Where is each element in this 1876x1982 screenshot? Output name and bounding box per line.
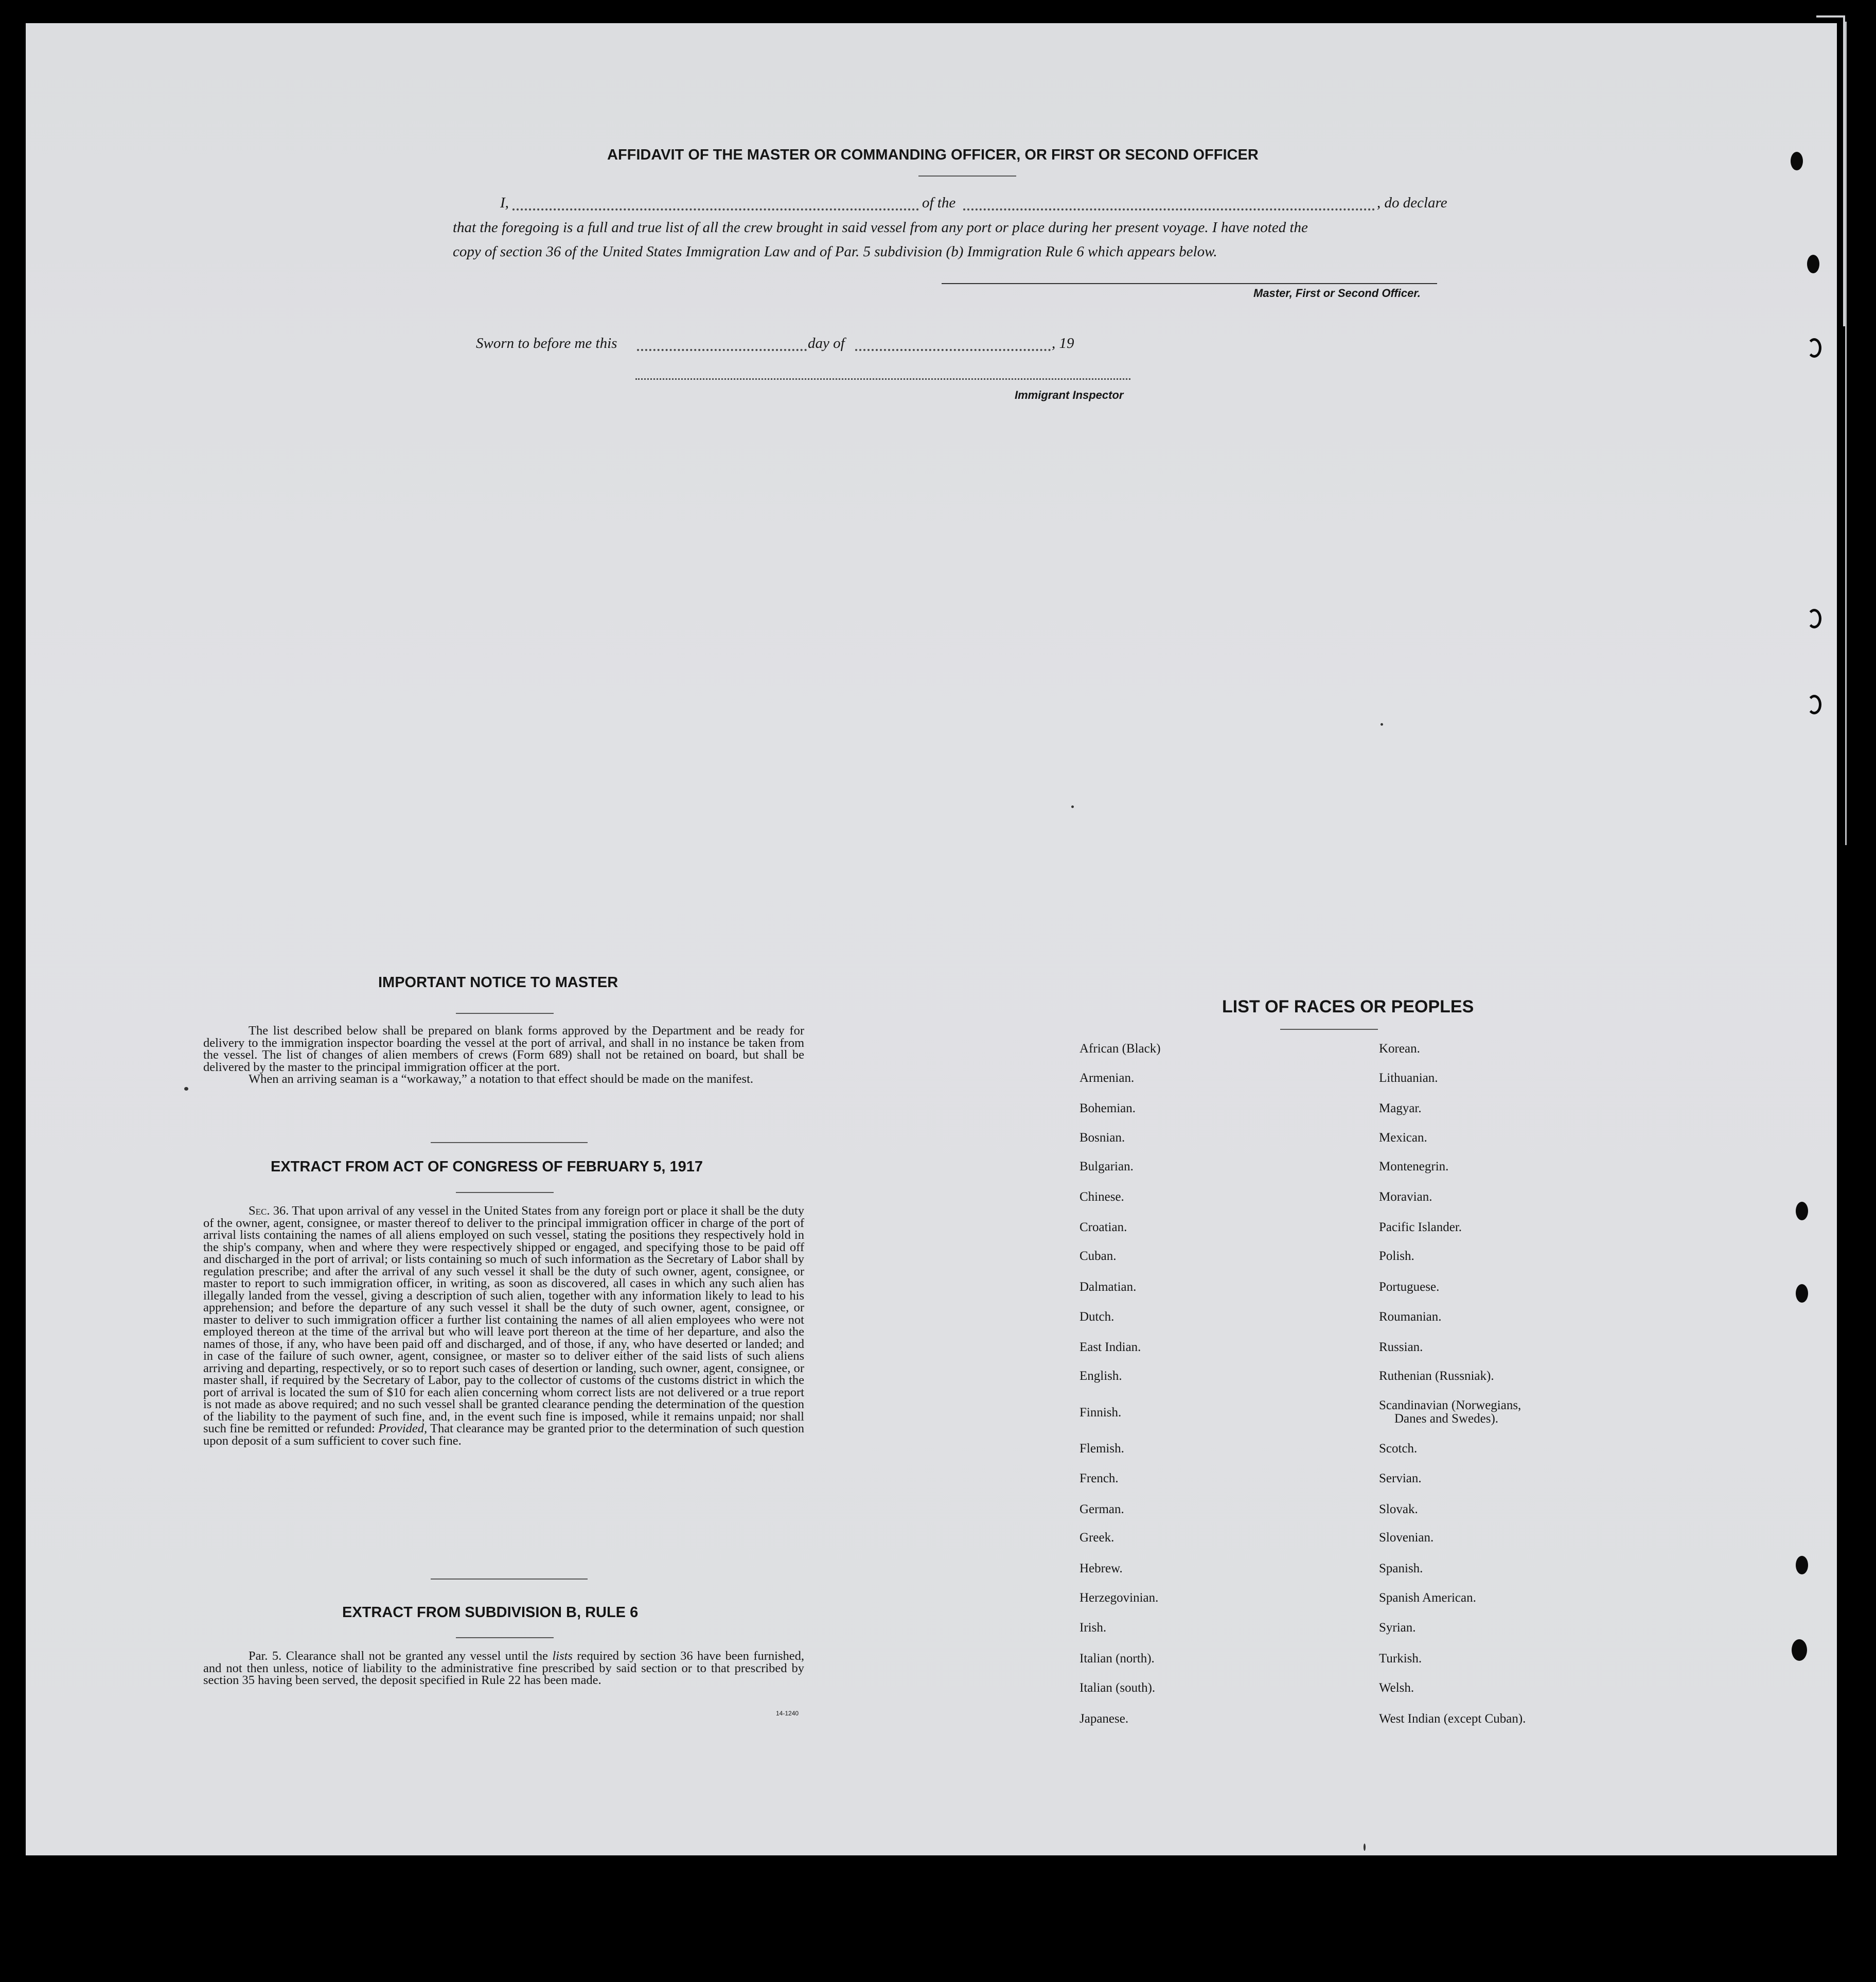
race-item: Herzegovinian. (1079, 1591, 1159, 1605)
act-body (203, 1205, 804, 1447)
declarant-name-field[interactable] (512, 208, 919, 211)
race-item: Scotch. (1379, 1442, 1418, 1455)
race-item: Syrian. (1379, 1621, 1416, 1635)
race-item: Spanish. (1379, 1562, 1423, 1575)
race-item: Greek. (1079, 1531, 1114, 1545)
notice-paragraph-1: The list described below shall be prepared on blank forms approved by the Department and be ready for delivery to the immigration inspector boarding the vessel at the port of arrival, and shall in no instance be taken from the vessel. The list of changes of alien members of crews (Form 689) shall not be retained on board, but shall be delivered by the master to the principal immigration officer at the port. (203, 1024, 804, 1074)
binder-hole (1796, 1556, 1808, 1574)
race-item-continued: Danes and Swedes). (1394, 1412, 1499, 1426)
sworn-month-field[interactable] (855, 349, 1051, 351)
officer-signature-line[interactable] (942, 283, 1437, 284)
affidavit-title: AFFIDAVIT OF THE MASTER OR COMMANDING OFFICER, OR FIRST OR SECOND OFFICER (607, 147, 1259, 163)
day-of-label: day of (808, 335, 845, 352)
lists-word: lists (552, 1649, 573, 1663)
binder-hole (1796, 1284, 1808, 1303)
race-item: Italian (north). (1079, 1652, 1155, 1665)
notice-paragraph-2: When an arriving seaman is a “workaway,” a notation to that effect should be made on the manifest. (249, 1072, 754, 1086)
race-item: Croatian. (1079, 1220, 1127, 1234)
race-item: Roumanian. (1379, 1310, 1442, 1324)
year-label: , 19 (1052, 335, 1074, 352)
form-sheet (26, 23, 1837, 1855)
provided-word: Provided, (378, 1422, 428, 1435)
race-item: Magyar. (1379, 1101, 1422, 1115)
act-main-text: That upon arrival of any vessel in the United States from any foreign port or place it shall be the duty of the owner, agent, consignee, or master thereof to deliver to the principal immigration officer in charge of the port of arrival lists containing the names of all aliens employed on such vessel, stating the positions they respectively hold in the ship's company, when and where they were respectively shipped or engaged, and specifying those to be paid off and discharged in the port of arrival; or lists containing so much of such information as the Secretary of Labor shall by regulation prescribe; and after the arrival of any such vessel it shall be the duty of such owner, agent, consignee, or master to report to such immigration officer, in writing, as soon as discovered, all cases in which any such alien has illegally landed from the vessel, giving a description of such alien, together with any information likely to lead to his apprehension; and before the departure of any such vessel it shall be the duty of such owner, agent, consignee, or master to deliver to such immigration officer a further list containing the names of all alien employees who were not employed thereon at the time of the arrival but who will leave port thereon at the time of her departure, and also the names of those, if any, who have been paid off and discharged, and of those, if any, who have deserted or landed; and in case of the failure of such owner, agent, consignee, or master so to deliver either of the said lists of such aliens arriving and departing, respectively, or so to report such cases of desertion or landing, such owner, agent, consignee, or master shall, if required by the Secretary of Labor, pay to the collector of customs of the customs district in which the port of arrival is located the sum of $10 for each alien concerning whom correct lists are not delivered or a true report is not made as above required; and no such vessel shall be granted clearance pending the determination of the question of the liability to the payment of such fine, and, in the event such fine is imposed, while it remains unpaid; nor shall such fine be remitted or refunded: (203, 1204, 804, 1435)
race-item: Welsh. (1379, 1681, 1414, 1695)
rule-title: EXTRACT FROM SUBDIVISION B, RULE 6 (342, 1604, 639, 1621)
race-item: Mexican. (1379, 1131, 1427, 1145)
do-declare-label: , do declare (1377, 195, 1447, 211)
race-item: Lithuanian. (1379, 1071, 1438, 1085)
race-item: West Indian (except Cuban). (1379, 1712, 1526, 1726)
race-item: Bulgarian. (1079, 1160, 1134, 1173)
speck (1364, 1844, 1366, 1851)
declaration-line-2: copy of section 36 of the United States Immigration Law and of Par. 5 subdivision (b) Immigration Rule 6 which appears below. (453, 243, 1217, 260)
race-item: Finnish. (1079, 1406, 1122, 1419)
binder-hole (1807, 609, 1821, 628)
race-item: Slovak. (1379, 1502, 1418, 1516)
race-item: East Indian. (1079, 1340, 1141, 1354)
race-item: Russian. (1379, 1340, 1423, 1354)
races-divider (1280, 1029, 1378, 1030)
declaration-line-1: that the foregoing is a full and true list of all the crew brought in said vessel from any port or place during her present voyage. I have noted the (453, 219, 1308, 236)
race-item: African (Black) (1079, 1042, 1161, 1056)
race-item: Hebrew. (1079, 1562, 1123, 1575)
declarant-label: I, (500, 195, 509, 211)
speck (1071, 805, 1074, 808)
race-item: English. (1079, 1369, 1122, 1383)
rule-top-divider (431, 1578, 588, 1580)
race-item: Ruthenian (Russniak). (1379, 1369, 1494, 1383)
binder-hole (1807, 695, 1821, 714)
race-item: Scandinavian (Norwegians, (1379, 1398, 1521, 1412)
sworn-label: Sworn to before me this (476, 335, 617, 352)
page-edge (1821, 22, 1847, 845)
section-label: Sec. 36. (249, 1204, 289, 1218)
notice-body (203, 1025, 804, 1085)
act-divider (456, 1192, 554, 1193)
rule-body (203, 1650, 804, 1687)
act-title: EXTRACT FROM ACT OF CONGRESS OF FEBRUARY 5, 1917 (271, 1159, 703, 1175)
race-item: Korean. (1379, 1042, 1420, 1056)
speck (184, 1087, 188, 1091)
binder-hole (1791, 152, 1803, 170)
race-item: Italian (south). (1079, 1681, 1156, 1695)
race-item: Polish. (1379, 1249, 1414, 1263)
race-item: Irish. (1079, 1621, 1107, 1635)
rule-paragraph (203, 1650, 804, 1687)
race-item: Spanish American. (1379, 1591, 1476, 1605)
binder-hole (1792, 1639, 1807, 1661)
inspector-label: Immigrant Inspector (1015, 389, 1124, 401)
act-paragraph (203, 1205, 804, 1447)
title-divider (918, 176, 1016, 177)
form-number: 14-1240 (776, 1710, 799, 1717)
race-item: German. (1079, 1502, 1124, 1516)
vessel-name-field[interactable] (963, 208, 1375, 211)
of-the-label: of the (922, 195, 956, 211)
race-item: Japanese. (1079, 1712, 1129, 1726)
races-title: LIST OF RACES OR PEOPLES (1222, 997, 1474, 1016)
race-item: Flemish. (1079, 1442, 1124, 1455)
race-item: Turkish. (1379, 1652, 1422, 1665)
race-item: Pacific Islander. (1379, 1220, 1462, 1234)
race-item: Moravian. (1379, 1190, 1432, 1204)
race-item: Bohemian. (1079, 1101, 1136, 1115)
race-item: Dutch. (1079, 1310, 1114, 1324)
rule-divider (456, 1637, 554, 1638)
notice-title: IMPORTANT NOTICE TO MASTER (378, 974, 618, 991)
race-item: Portuguese. (1379, 1280, 1440, 1294)
race-item: French. (1079, 1471, 1119, 1485)
race-item: Dalmatian. (1079, 1280, 1137, 1294)
sworn-day-field[interactable] (637, 349, 807, 351)
race-item: Chinese. (1079, 1190, 1124, 1204)
act-top-divider (431, 1142, 588, 1143)
speck (1381, 723, 1383, 726)
race-item: Bosnian. (1079, 1131, 1125, 1145)
race-item: Servian. (1379, 1471, 1422, 1485)
act-tail-text: That clearance may be granted prior to the determination of such question upon deposit of a sum sufficient to cover such fine. (203, 1422, 804, 1448)
race-item: Armenian. (1079, 1071, 1135, 1085)
officer-signature-label: Master, First or Second Officer. (1253, 287, 1421, 300)
race-item: Slovenian. (1379, 1531, 1434, 1545)
binder-hole (1807, 338, 1821, 358)
race-item: Montenegrin. (1379, 1160, 1449, 1173)
race-item: Cuban. (1079, 1249, 1117, 1263)
rule-lead-text: Par. 5. Clearance shall not be granted any vessel until the (249, 1649, 548, 1663)
notice-divider (456, 1013, 554, 1014)
inspector-signature-line[interactable] (635, 378, 1130, 380)
binder-hole (1796, 1202, 1808, 1220)
rule-rest-text: required by section 36 have been furnished, and not then unless, notice of liability to the administrative fine prescribed by said section or to that prescribed by section 35 having been served, the deposit specified in Rule 22 has been made. (203, 1649, 804, 1687)
